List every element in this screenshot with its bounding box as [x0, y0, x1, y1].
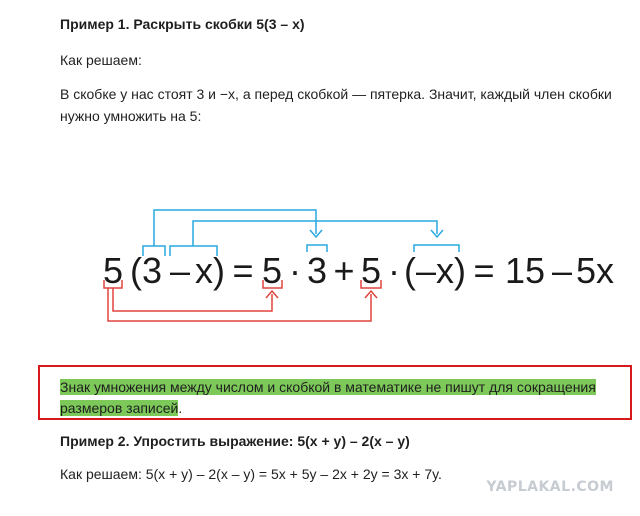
formula-token: –: [551, 250, 573, 291]
formula-token: =: [232, 250, 254, 291]
red-line-5-to-5-right: [108, 288, 371, 321]
explanation-paragraph: В скобке у нас стоят 3 и −x, а перед скобкой — пятерка. Значит, каждый член скобки нужно умножить на 5:: [60, 86, 612, 124]
note-highlight: Знак умножения между числом и скобкой в математике не пишут для сокращения размеров записей: [60, 379, 596, 416]
red-line-5-to-5: [113, 288, 272, 311]
formula-diagram: [0, 190, 640, 340]
site-watermark: YAPLAKAL.COM: [486, 479, 614, 495]
how-we-solve-label: Как решаем:: [60, 52, 142, 68]
formula-token: 5x: [575, 250, 615, 291]
formula-token: ·: [289, 250, 301, 291]
note-text: [60, 377, 630, 419]
formula-token: 3: [306, 250, 328, 291]
formula-token: ·: [388, 250, 400, 291]
example-2-solution: Как решаем: 5(x + y) – 2(x – y) = 5x + 5y – 2x + 2y = 3x + 7y.: [60, 466, 442, 482]
formula-token: =: [473, 250, 495, 291]
formula-token: +: [333, 250, 355, 291]
example-1-title: Пример 1. Раскрыть скобки 5(3 – x): [60, 16, 305, 32]
note-callout: [38, 365, 632, 420]
note-period: .: [178, 400, 183, 416]
formula-token: 5: [261, 250, 283, 291]
formula-token: –: [169, 250, 191, 291]
formula-token: (–x): [404, 250, 466, 291]
formula-token: (3: [129, 250, 163, 291]
blue-line-x-to-x: [193, 221, 437, 246]
blue-line-3-to-3: [154, 210, 316, 246]
formula-token: 15: [504, 250, 546, 291]
formula-token: 5: [360, 250, 382, 291]
formula-token: 5: [102, 250, 124, 291]
example-2-title: Пример 2. Упростить выражение: 5(x + y) – 2(x – y): [60, 433, 410, 449]
formula-token: x): [195, 250, 225, 291]
